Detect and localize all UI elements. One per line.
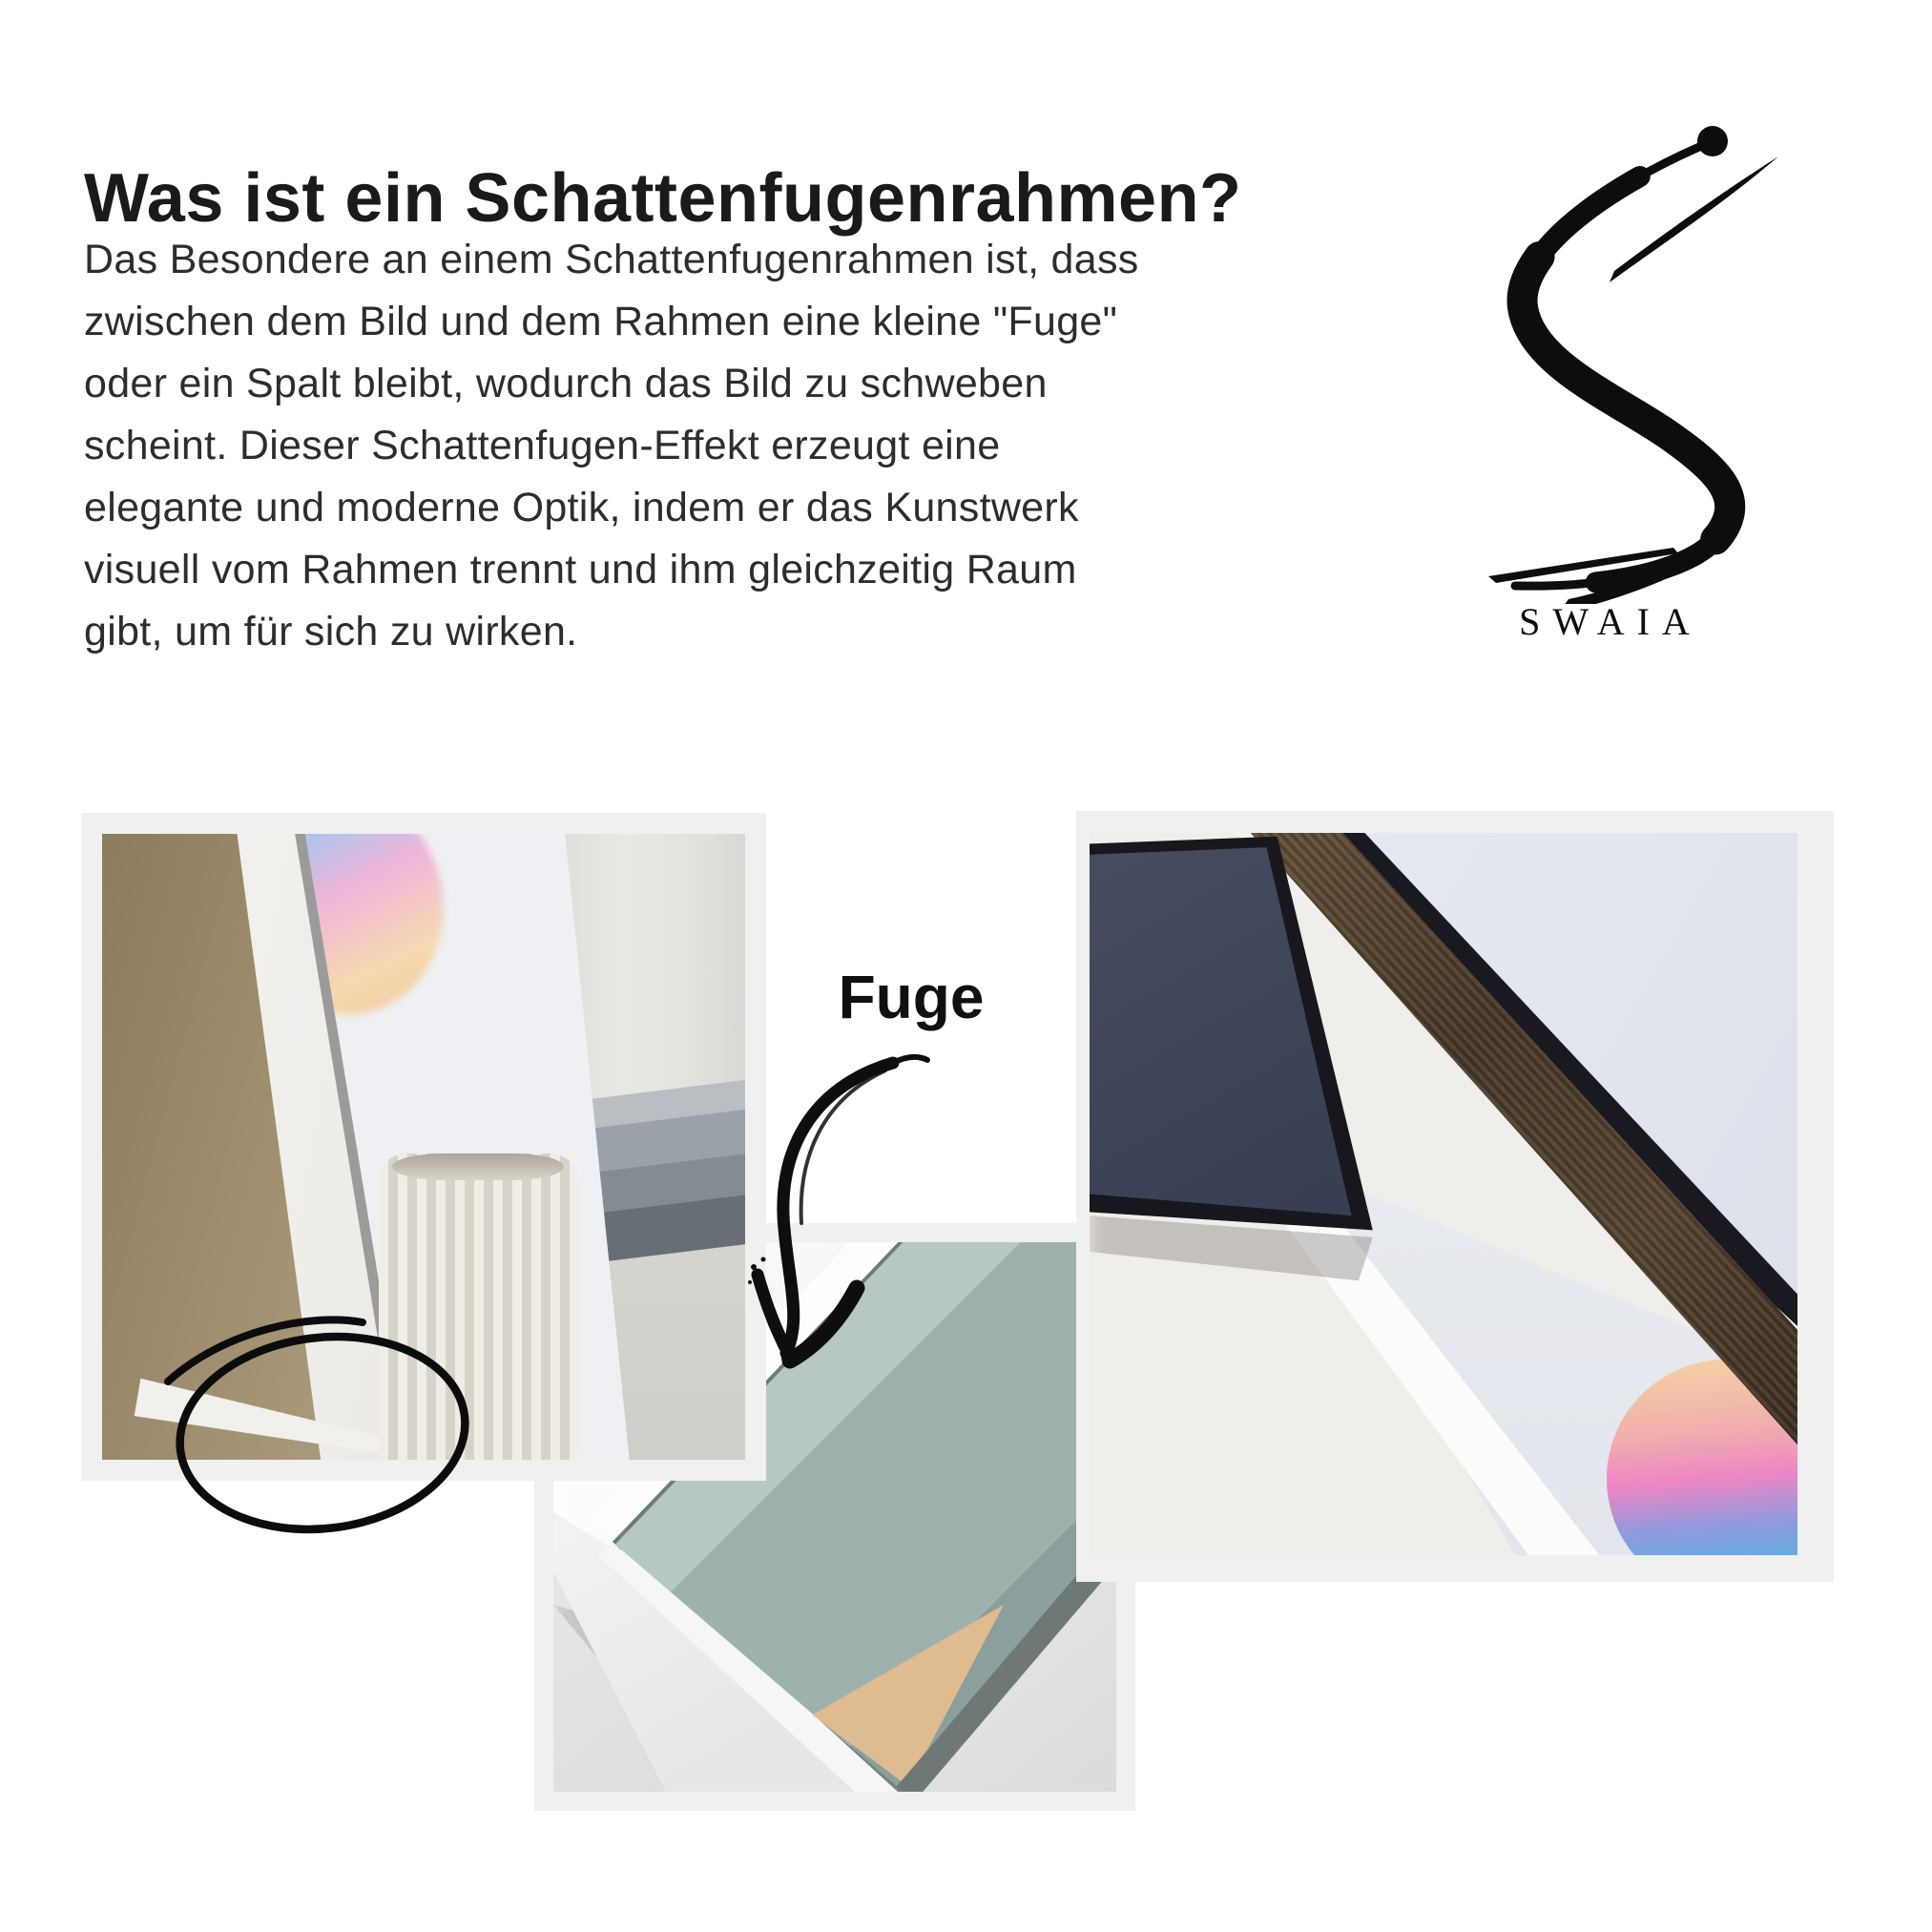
photo-stacked-frames [1090, 833, 1797, 1555]
swaia-s-logo-icon [1469, 113, 1813, 604]
intro-line: gibt, um für sich zu wirken. [84, 609, 578, 654]
swaia-wordmark: SWAIA [1519, 600, 1702, 643]
intro-paragraph [84, 229, 1139, 663]
photo-panel-stacked-frames [1076, 811, 1834, 1582]
intro-line: elegante und moderne Optik, indem er das Kunstwerk [84, 485, 1079, 530]
page-title: Was ist ein Schattenfugenrahmen? [84, 160, 1242, 238]
intro-line: zwischen dem Bild und dem Rahmen eine kleine "Fuge" [84, 299, 1118, 344]
intro-line: Das Besondere an einem Schattenfugenrahmen ist, dass [84, 237, 1139, 282]
brush-arrow-icon [742, 1042, 933, 1376]
hand-drawn-circle-icon [141, 1298, 496, 1551]
intro-line: visuell vom Rahmen trennt und ihm gleichzeitig Raum [84, 547, 1077, 592]
vase-opening [392, 1153, 564, 1181]
intro-line: oder ein Spalt bleibt, wodurch das Bild zu schweben [84, 361, 1048, 406]
fuge-label: Fuge [838, 963, 985, 1031]
intro-line: scheint. Dieser Schattenfugen-Effekt erzeugt eine [84, 423, 1001, 468]
